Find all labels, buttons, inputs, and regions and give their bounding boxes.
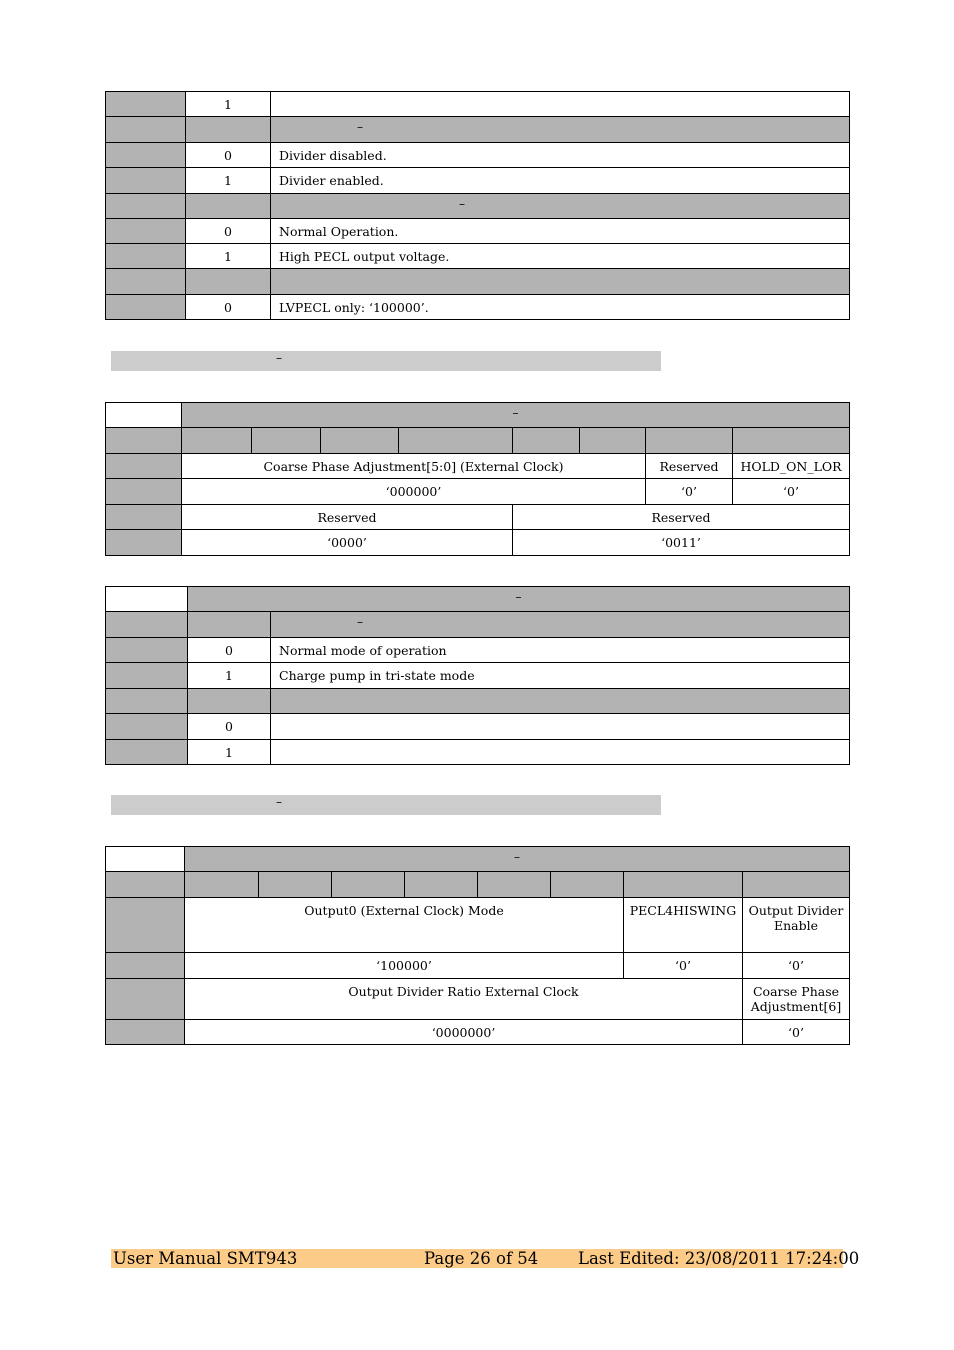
- table-row: [106, 530, 850, 556]
- bit-value: 0: [188, 638, 271, 663]
- field-header-dash: –: [357, 120, 363, 134]
- field-header: [271, 269, 850, 295]
- register-header-dash: –: [512, 405, 519, 420]
- bit-value: 1: [188, 740, 271, 765]
- table-row: [106, 92, 850, 117]
- table-row: [106, 847, 850, 872]
- table-row: [106, 872, 850, 898]
- section-heading-bar: [111, 351, 661, 371]
- field-name: HOLD_ON_LOR: [733, 454, 850, 479]
- bit-value: 1: [186, 168, 271, 194]
- table-row: [106, 168, 850, 194]
- table-row: [106, 244, 850, 269]
- table-row: [106, 219, 850, 244]
- field-default: ‘000000’: [182, 479, 646, 505]
- table-row: [106, 663, 850, 689]
- table-row: [106, 612, 850, 638]
- register-bits-table-2: [105, 586, 850, 765]
- bit-value: 1: [186, 92, 271, 117]
- section-heading-bar: [111, 795, 661, 815]
- table-row: [106, 1020, 850, 1045]
- table-row: [106, 428, 850, 454]
- bit-description: Normal mode of operation: [271, 638, 850, 663]
- register-map-table-1: [105, 402, 850, 556]
- field-name: Coarse Phase Adjustment[6]: [743, 979, 850, 1020]
- bit-description: Divider enabled.: [271, 168, 850, 194]
- table-row: [106, 953, 850, 979]
- table-row: [106, 979, 850, 1020]
- bit-description: High PECL output voltage.: [271, 244, 850, 269]
- bit-description: [271, 92, 850, 117]
- field-default: ‘0’: [646, 479, 733, 505]
- field-name: Output Divider Enable: [743, 898, 850, 953]
- bit-description: Charge pump in tri-state mode: [271, 663, 850, 689]
- field-name: Output0 (External Clock) Mode: [185, 898, 624, 953]
- bit-description: Normal Operation.: [271, 219, 850, 244]
- field-default: ‘0000000’: [185, 1020, 743, 1045]
- table-row: [106, 269, 850, 295]
- register-map-table-2: [105, 846, 850, 1045]
- section-heading-dash: –: [276, 795, 282, 809]
- field-default: ‘0011’: [513, 530, 850, 556]
- bit-value: 0: [186, 295, 271, 320]
- field-default: ‘0000’: [182, 530, 513, 556]
- footer-last-edited: Last Edited: 23/08/2011 17:24:00: [578, 1249, 860, 1268]
- register-bits-table-1: [105, 91, 850, 320]
- field-name: Reserved: [513, 505, 850, 530]
- table-row: [106, 143, 850, 168]
- bit-description: [271, 714, 850, 740]
- bit-description: Divider disabled.: [271, 143, 850, 168]
- table-row: [106, 454, 850, 479]
- bit-value: 0: [186, 219, 271, 244]
- table-row: [106, 898, 850, 953]
- field-name: Reserved: [646, 454, 733, 479]
- register-header-dash: –: [515, 589, 522, 604]
- field-name: Output Divider Ratio External Clock: [185, 979, 743, 1020]
- section-heading-dash: –: [276, 351, 282, 365]
- field-default: ‘0’: [624, 953, 743, 979]
- table-row: [106, 714, 850, 740]
- field-header-dash: –: [459, 196, 465, 211]
- table-row: [106, 587, 850, 612]
- table-row: [106, 740, 850, 765]
- table-row: [106, 479, 850, 505]
- table-row: [106, 403, 850, 428]
- bit-value: 0: [186, 143, 271, 168]
- table-row: [106, 638, 850, 663]
- field-name: Coarse Phase Adjustment[5:0] (External Clock): [182, 454, 646, 479]
- bit-value: 0: [188, 714, 271, 740]
- bit-value: 1: [188, 663, 271, 689]
- bit-description: [271, 740, 850, 765]
- field-default: ‘0’: [733, 479, 850, 505]
- field-default: ‘100000’: [185, 953, 624, 979]
- footer-document-title: User Manual SMT943: [113, 1249, 298, 1268]
- register-header-dash: –: [514, 849, 520, 864]
- table-row: [106, 194, 850, 219]
- field-default: ‘0’: [743, 1020, 850, 1045]
- table-row: [106, 295, 850, 320]
- table-row: [106, 505, 850, 530]
- field-name: PECL4HISWING: [624, 898, 743, 953]
- field-name: Reserved: [182, 505, 513, 530]
- table-row: [106, 689, 850, 714]
- footer-page-number: Page 26 of 54: [424, 1249, 539, 1268]
- bit-description: LVPECL only: ‘100000’.: [271, 295, 850, 320]
- bit-value: 1: [186, 244, 271, 269]
- table-row: [106, 117, 850, 143]
- field-header-dash: –: [357, 615, 363, 629]
- field-default: ‘0’: [743, 953, 850, 979]
- page-footer: [111, 1249, 860, 1268]
